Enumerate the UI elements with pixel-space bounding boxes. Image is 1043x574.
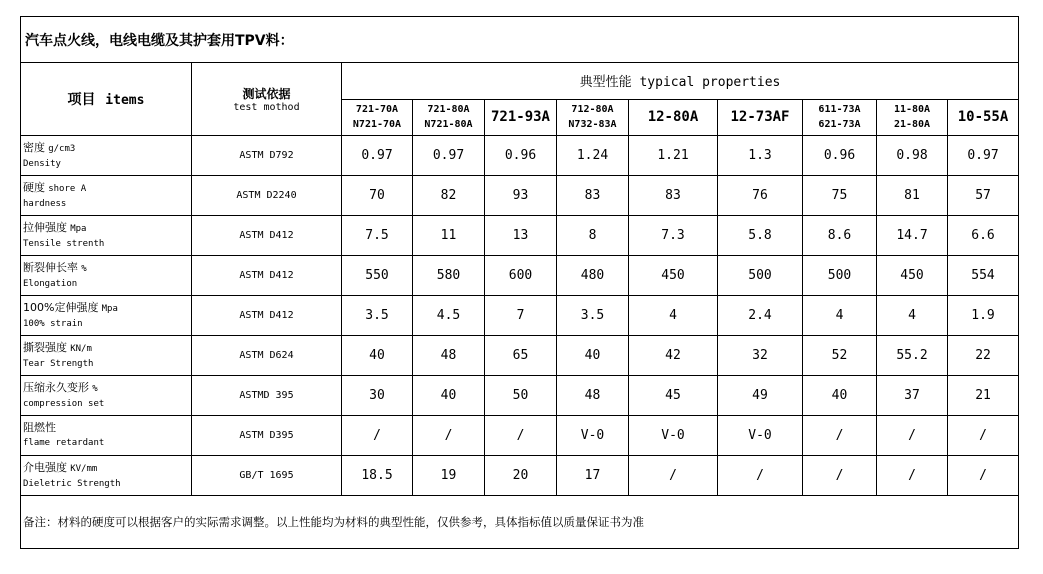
method-header-zh: 测试依据 <box>242 87 291 101</box>
items-header-zh: 项目 <box>67 92 96 108</box>
property-value: / <box>629 456 718 496</box>
grade-header <box>342 99 413 136</box>
grade-code-alt: N721-80A <box>424 119 473 131</box>
grade-code-alt: 621-73A <box>818 119 861 131</box>
grade-header <box>718 99 803 136</box>
property-value: 480 <box>557 256 629 296</box>
property-value: 500 <box>718 256 803 296</box>
property-value: 19 <box>413 456 485 496</box>
property-row <box>21 456 1019 496</box>
property-value: 450 <box>877 256 948 296</box>
grade-code: 12-80A <box>647 109 699 126</box>
property-value: / <box>718 456 803 496</box>
test-method: ASTM D2240 <box>192 176 342 216</box>
property-value: 37 <box>877 376 948 416</box>
property-name-zh: 撕裂强度 <box>23 340 67 354</box>
property-name-en: Tear Strength <box>23 358 94 369</box>
property-value: 57 <box>948 176 1019 216</box>
property-value: 0.96 <box>803 136 877 176</box>
test-method: ASTM D412 <box>192 296 342 336</box>
property-unit: KV/mm <box>70 463 98 474</box>
property-value: / <box>877 456 948 496</box>
grade-code: 10-55A <box>957 109 1009 126</box>
property-row <box>21 216 1019 256</box>
property-label <box>21 216 192 256</box>
test-method: ASTMD 395 <box>192 376 342 416</box>
property-value: 18.5 <box>342 456 413 496</box>
property-name-zh: 阻燃性 <box>23 421 56 434</box>
property-value: 1.24 <box>557 136 629 176</box>
property-name-en: Dieletric Strength <box>23 478 121 489</box>
property-value: 450 <box>629 256 718 296</box>
typical-header-zh: 典型性能 <box>579 75 632 91</box>
property-value: 0.97 <box>413 136 485 176</box>
grade-code: 721-70A <box>355 104 399 116</box>
property-value: 554 <box>948 256 1019 296</box>
property-name-en: 100% strain <box>23 318 83 329</box>
property-name-en: Density <box>23 158 61 169</box>
property-name-zh: 介电强度 <box>23 460 67 474</box>
property-value: 8 <box>557 216 629 256</box>
grade-code-alt: N721-70A <box>352 119 402 131</box>
property-value: 14.7 <box>877 216 948 256</box>
property-value: 4 <box>803 296 877 336</box>
property-value: 4.5 <box>413 296 485 336</box>
property-value: V-0 <box>718 416 803 456</box>
property-value: 65 <box>485 336 557 376</box>
property-value: 4 <box>877 296 948 336</box>
method-header-en: test mothod <box>233 102 300 113</box>
property-value: 6.6 <box>948 216 1019 256</box>
property-unit: Mpa <box>101 303 118 314</box>
property-value: 2.4 <box>718 296 803 336</box>
property-value: / <box>948 456 1019 496</box>
property-value: 40 <box>342 336 413 376</box>
property-value: 0.97 <box>342 136 413 176</box>
property-row <box>21 136 1019 176</box>
property-name-en: Tensile strenth <box>23 238 105 249</box>
property-value: / <box>485 416 557 456</box>
items-header-en: items <box>105 93 145 108</box>
property-value: 42 <box>629 336 718 376</box>
property-value: 3.5 <box>557 296 629 336</box>
property-value: 20 <box>485 456 557 496</box>
property-value: 40 <box>803 376 877 416</box>
note-row <box>21 496 1019 549</box>
property-name-zh: 压缩永久变形 <box>23 380 89 394</box>
property-value: 1.9 <box>948 296 1019 336</box>
property-value: 8.6 <box>803 216 877 256</box>
property-value: 0.97 <box>948 136 1019 176</box>
items-header <box>21 63 192 136</box>
property-name-zh: 100%定伸强度 <box>23 300 99 314</box>
property-row <box>21 416 1019 456</box>
property-value: 4 <box>629 296 718 336</box>
grade-header <box>948 99 1019 136</box>
grade-header <box>413 99 485 136</box>
property-value: 49 <box>718 376 803 416</box>
property-value: 7.3 <box>629 216 718 256</box>
property-label <box>21 456 192 496</box>
property-value: 500 <box>803 256 877 296</box>
property-unit: Mpa <box>70 223 87 234</box>
property-label <box>21 336 192 376</box>
property-label <box>21 376 192 416</box>
property-name-zh: 拉伸强度 <box>23 220 67 234</box>
property-value: 83 <box>557 176 629 216</box>
property-value: 580 <box>413 256 485 296</box>
property-value: 17 <box>557 456 629 496</box>
property-value: 52 <box>803 336 877 376</box>
property-name-en: Elongation <box>23 278 78 289</box>
property-row <box>21 256 1019 296</box>
property-name-en: compression set <box>23 398 105 409</box>
property-row <box>21 176 1019 216</box>
property-value: 83 <box>629 176 718 216</box>
property-value: 1.3 <box>718 136 803 176</box>
property-value: 1.21 <box>629 136 718 176</box>
property-value: 45 <box>629 376 718 416</box>
grade-header <box>629 99 718 136</box>
test-method: ASTM D395 <box>192 416 342 456</box>
header-row <box>21 63 1019 100</box>
test-method: ASTM D792 <box>192 136 342 176</box>
grade-code: 611-73A <box>818 104 861 116</box>
grade-code: 721-93A <box>490 109 550 126</box>
property-value: 600 <box>485 256 557 296</box>
property-value: 7.5 <box>342 216 413 256</box>
grade-code: 11-80A <box>893 104 931 116</box>
property-value: 32 <box>718 336 803 376</box>
property-row <box>21 376 1019 416</box>
property-label <box>21 416 192 456</box>
property-value: 50 <box>485 376 557 416</box>
property-value: 11 <box>413 216 485 256</box>
property-name-en: hardness <box>23 198 67 209</box>
tpv-properties-table <box>20 16 1019 549</box>
property-name-zh: 断裂伸长率 <box>23 260 78 274</box>
property-value: 21 <box>948 376 1019 416</box>
grade-code: 712-80A <box>571 104 614 116</box>
grade-header <box>877 99 948 136</box>
property-unit: % <box>81 263 87 274</box>
property-value: 81 <box>877 176 948 216</box>
property-value: V-0 <box>557 416 629 456</box>
property-value: / <box>877 416 948 456</box>
property-name-zh: 硬度 <box>23 180 45 194</box>
test-method: ASTM D412 <box>192 256 342 296</box>
property-value: 0.96 <box>485 136 557 176</box>
property-value: 70 <box>342 176 413 216</box>
property-name-en: flame retardant <box>23 438 105 448</box>
property-value: 550 <box>342 256 413 296</box>
property-value: / <box>803 456 877 496</box>
property-label <box>21 136 192 176</box>
property-unit: g/cm3 <box>48 143 76 154</box>
property-unit: KN/m <box>70 343 92 354</box>
typical-properties-header <box>342 63 1019 100</box>
property-value: 22 <box>948 336 1019 376</box>
property-value: 48 <box>557 376 629 416</box>
property-value: / <box>803 416 877 456</box>
grade-header <box>557 99 629 136</box>
property-value: 82 <box>413 176 485 216</box>
property-value: / <box>948 416 1019 456</box>
property-value: 30 <box>342 376 413 416</box>
property-row <box>21 296 1019 336</box>
property-value: 3.5 <box>342 296 413 336</box>
method-header <box>192 63 342 136</box>
test-method: ASTM D412 <box>192 216 342 256</box>
property-label <box>21 256 192 296</box>
property-label <box>21 176 192 216</box>
test-method: GB/T 1695 <box>192 456 342 496</box>
property-value: 93 <box>485 176 557 216</box>
property-unit: % <box>92 383 98 394</box>
property-value: / <box>342 416 413 456</box>
property-value: 76 <box>718 176 803 216</box>
property-value: 7 <box>485 296 557 336</box>
property-value: 55.2 <box>877 336 948 376</box>
table-note: 备注：材料的硬度可以根据客户的实际需求调整。以上性能均为材料的典型性能，仅供参考，具体指标值以质量保证书为准 <box>21 496 1019 549</box>
property-value: V-0 <box>629 416 718 456</box>
grade-code: 12-73AF <box>730 109 790 126</box>
property-name-zh: 密度 <box>23 140 45 154</box>
property-value: 48 <box>413 336 485 376</box>
property-unit: shore A <box>48 183 87 194</box>
property-value: 40 <box>557 336 629 376</box>
property-value: 40 <box>413 376 485 416</box>
property-label <box>21 296 192 336</box>
property-value: 0.98 <box>877 136 948 176</box>
grade-header <box>803 99 877 136</box>
table-title: 汽车点火线，电线电缆及其护套用TPV料： <box>21 17 1019 63</box>
title-row <box>21 17 1019 63</box>
property-value: 75 <box>803 176 877 216</box>
property-value: 13 <box>485 216 557 256</box>
grade-header <box>485 99 557 136</box>
grade-code-alt: 21-80A <box>893 119 931 131</box>
property-row <box>21 336 1019 376</box>
property-value: 5.8 <box>718 216 803 256</box>
grade-code-alt: N732-83A <box>568 119 617 131</box>
test-method: ASTM D624 <box>192 336 342 376</box>
grade-code: 721-80A <box>427 104 470 116</box>
typical-header-en: typical properties <box>639 75 781 91</box>
property-value: / <box>413 416 485 456</box>
